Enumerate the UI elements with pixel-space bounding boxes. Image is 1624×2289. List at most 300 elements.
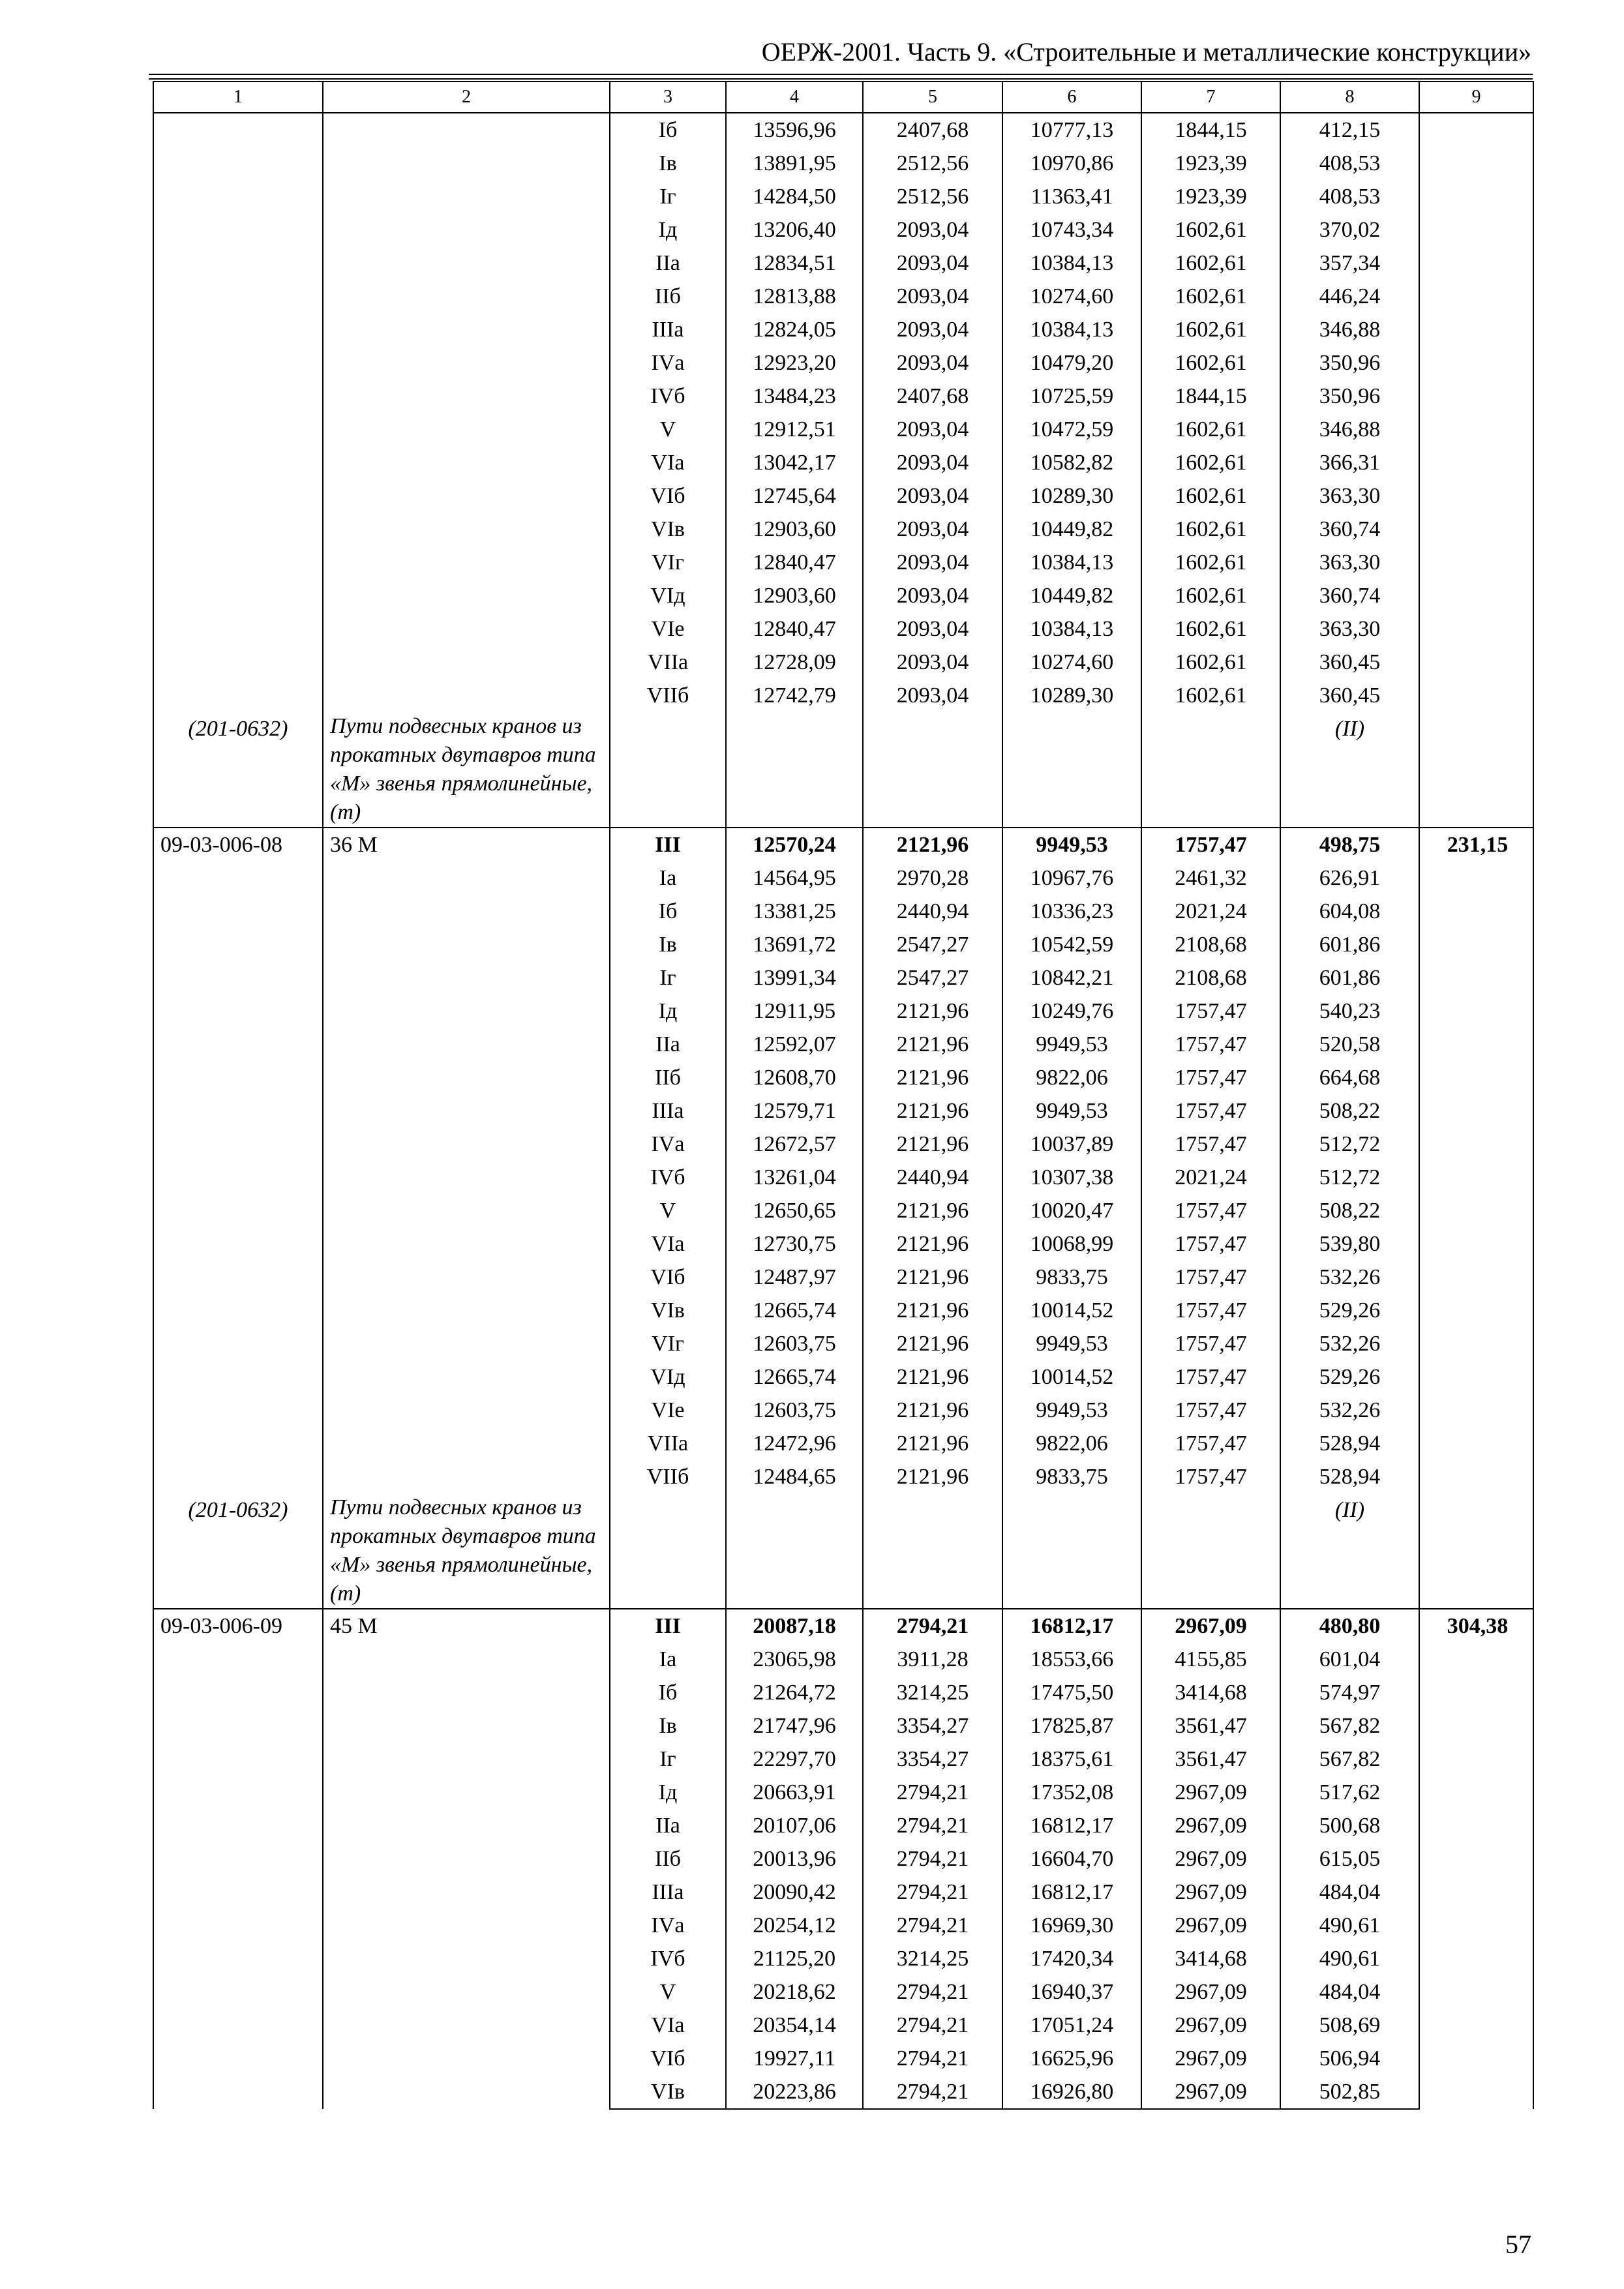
- machines-cost: 1757,47: [1141, 1194, 1280, 1227]
- empty-cell: [1141, 1493, 1280, 1609]
- labor-cost: 2121,96: [863, 1028, 1002, 1061]
- materials-cost: 9949,53: [1002, 1327, 1141, 1360]
- wage-rate: 601,86: [1280, 961, 1419, 995]
- total-cost: 12665,74: [726, 1360, 863, 1394]
- empty-cell: [610, 712, 726, 828]
- region-code: IVа: [610, 346, 726, 380]
- labor-cost: 2121,96: [863, 1394, 1002, 1427]
- materials-cost: 18375,61: [1002, 1743, 1141, 1776]
- region-code: VIб: [610, 1261, 726, 1294]
- region-code: VIв: [610, 2075, 726, 2109]
- machines-cost: 1602,61: [1141, 213, 1280, 247]
- wage-rate: 480,80: [1280, 1609, 1419, 1643]
- total-cost: 12840,47: [726, 546, 863, 579]
- region-code: Iа: [610, 861, 726, 895]
- labor-cost: 2794,21: [863, 1809, 1002, 1842]
- total-cost: 13891,95: [726, 147, 863, 180]
- materials-cost: 10037,89: [1002, 1128, 1141, 1161]
- total-cost: 13691,72: [726, 928, 863, 961]
- machines-cost: 3561,47: [1141, 1709, 1280, 1743]
- machines-cost: 2967,09: [1141, 1876, 1280, 1909]
- reference-row: [153, 1493, 1533, 1609]
- region-code: Iб: [610, 113, 726, 147]
- labor-cost: 2440,94: [863, 1161, 1002, 1194]
- total-cost: 12484,65: [726, 1460, 863, 1493]
- materials-cost: 10542,59: [1002, 928, 1141, 961]
- labor-cost: 2093,04: [863, 479, 1002, 513]
- labor-cost: 2121,96: [863, 1294, 1002, 1327]
- machines-cost: 2108,68: [1141, 961, 1280, 995]
- region-code: Iв: [610, 1709, 726, 1743]
- region-code: Iг: [610, 961, 726, 995]
- rate-name: 36 М: [323, 828, 610, 1493]
- labor-cost: 2093,04: [863, 213, 1002, 247]
- wage-rate: 408,53: [1280, 180, 1419, 213]
- total-cost: 12824,05: [726, 313, 863, 346]
- total-cost: 13381,25: [726, 895, 863, 928]
- total-cost: 14284,50: [726, 180, 863, 213]
- machines-cost: 1602,61: [1141, 513, 1280, 546]
- empty-cell: [1002, 712, 1141, 828]
- rate-name: [323, 113, 610, 712]
- materials-cost: 10289,30: [1002, 679, 1141, 712]
- wage-rate: 532,26: [1280, 1327, 1419, 1360]
- region-code: VIв: [610, 513, 726, 546]
- materials-cost: 16812,17: [1002, 1809, 1141, 1842]
- wage-rate: 567,82: [1280, 1709, 1419, 1743]
- machines-cost: 1757,47: [1141, 1128, 1280, 1161]
- labor-cost: 2121,96: [863, 1360, 1002, 1394]
- total-cost: 12579,71: [726, 1094, 863, 1128]
- labor-cost: 2794,21: [863, 1842, 1002, 1876]
- col-number-3: 3: [610, 82, 726, 113]
- empty-cell: [1141, 712, 1280, 828]
- table-row: [153, 1609, 1533, 1643]
- wage-rate: 484,04: [1280, 1876, 1419, 1909]
- total-cost: 12603,75: [726, 1327, 863, 1360]
- wage-rate: 360,74: [1280, 579, 1419, 612]
- empty-cell: [863, 712, 1002, 828]
- labor-cost: 2794,21: [863, 1776, 1002, 1809]
- region-code: VIг: [610, 546, 726, 579]
- total-cost: 12903,60: [726, 513, 863, 546]
- labor-cost: 3354,27: [863, 1743, 1002, 1776]
- col-number-1: 1: [153, 82, 323, 113]
- labor-index: [1419, 113, 1533, 828]
- total-cost: 12912,51: [726, 413, 863, 446]
- materials-cost: 10384,13: [1002, 313, 1141, 346]
- machines-cost: 1757,47: [1141, 1094, 1280, 1128]
- labor-cost: 2121,96: [863, 828, 1002, 861]
- page-number: 57: [1505, 2230, 1531, 2259]
- labor-cost: 2970,28: [863, 861, 1002, 895]
- total-cost: 13261,04: [726, 1161, 863, 1194]
- machines-cost: 1757,47: [1141, 1261, 1280, 1294]
- wage-rate: 370,02: [1280, 213, 1419, 247]
- total-cost: 12665,74: [726, 1294, 863, 1327]
- wage-rate: 529,26: [1280, 1360, 1419, 1394]
- machines-cost: 1757,47: [1141, 1360, 1280, 1394]
- region-code: VIб: [610, 2042, 726, 2075]
- col-number-7: 7: [1141, 82, 1280, 113]
- reference-code-cell: [153, 1493, 323, 1609]
- reference-note: (II): [1280, 1493, 1419, 1609]
- materials-cost: 10472,59: [1002, 413, 1141, 446]
- total-cost: 13206,40: [726, 213, 863, 247]
- region-code: Iа: [610, 1643, 726, 1676]
- region-code: IVа: [610, 1909, 726, 1942]
- total-cost: 12472,96: [726, 1427, 863, 1460]
- machines-cost: 1757,47: [1141, 995, 1280, 1028]
- labor-cost: 2121,96: [863, 1227, 1002, 1261]
- labor-cost: 2093,04: [863, 513, 1002, 546]
- machines-cost: 1602,61: [1141, 247, 1280, 280]
- table-row: [153, 828, 1533, 861]
- reference-code: (201-0632): [188, 1498, 288, 1522]
- materials-cost: 16625,96: [1002, 2042, 1141, 2075]
- wage-rate: 363,30: [1280, 612, 1419, 646]
- total-cost: 12728,09: [726, 646, 863, 679]
- materials-cost: 10725,59: [1002, 380, 1141, 413]
- total-cost: 13042,17: [726, 446, 863, 479]
- materials-cost: 10289,30: [1002, 479, 1141, 513]
- region-code: IVб: [610, 380, 726, 413]
- labor-cost: 2121,96: [863, 995, 1002, 1028]
- labor-cost: 2121,96: [863, 1194, 1002, 1227]
- total-cost: 12603,75: [726, 1394, 863, 1427]
- col-number-2: 2: [323, 82, 610, 113]
- machines-cost: 1602,61: [1141, 479, 1280, 513]
- labor-cost: 3214,25: [863, 1676, 1002, 1709]
- rate-code: [153, 113, 323, 712]
- labor-cost: 2121,96: [863, 1128, 1002, 1161]
- machines-cost: 2967,09: [1141, 1842, 1280, 1876]
- rates-table: [153, 81, 1534, 2110]
- total-cost: 20223,86: [726, 2075, 863, 2109]
- region-code: IIа: [610, 247, 726, 280]
- labor-cost: 2794,21: [863, 1975, 1002, 2009]
- region-code: IIа: [610, 1028, 726, 1061]
- machines-cost: 1923,39: [1141, 147, 1280, 180]
- wage-rate: 520,58: [1280, 1028, 1419, 1061]
- wage-rate: 350,96: [1280, 346, 1419, 380]
- wage-rate: 360,45: [1280, 679, 1419, 712]
- region-code: V: [610, 413, 726, 446]
- labor-cost: 2794,21: [863, 2009, 1002, 2042]
- wage-rate: 408,53: [1280, 147, 1419, 180]
- region-code: VIа: [610, 2009, 726, 2042]
- materials-cost: 10014,52: [1002, 1360, 1141, 1394]
- materials-cost: 10068,99: [1002, 1227, 1141, 1261]
- col-number-4: 4: [726, 82, 863, 113]
- machines-cost: 2021,24: [1141, 895, 1280, 928]
- materials-cost: 10336,23: [1002, 895, 1141, 928]
- wage-rate: 498,75: [1280, 828, 1419, 861]
- machines-cost: 1602,61: [1141, 346, 1280, 380]
- region-code: Iб: [610, 1676, 726, 1709]
- machines-cost: 1602,61: [1141, 612, 1280, 646]
- materials-cost: 10479,20: [1002, 346, 1141, 380]
- machines-cost: 3414,68: [1141, 1676, 1280, 1709]
- labor-cost: 2547,27: [863, 928, 1002, 961]
- empty-cell: [726, 712, 863, 828]
- wage-rate: 490,61: [1280, 1942, 1419, 1975]
- rate-name: 45 М: [323, 1609, 610, 2109]
- region-code: Iд: [610, 1776, 726, 1809]
- total-cost: 20013,96: [726, 1842, 863, 1876]
- machines-cost: 1602,61: [1141, 679, 1280, 712]
- reference-note: (II): [1280, 712, 1419, 828]
- materials-cost: 10014,52: [1002, 1294, 1141, 1327]
- total-cost: 20254,12: [726, 1909, 863, 1942]
- materials-cost: 10743,34: [1002, 213, 1141, 247]
- wage-rate: 512,72: [1280, 1161, 1419, 1194]
- materials-cost: 10274,60: [1002, 646, 1141, 679]
- materials-cost: 16604,70: [1002, 1842, 1141, 1876]
- total-cost: 20107,06: [726, 1809, 863, 1842]
- col-number-5: 5: [863, 82, 1002, 113]
- region-code: IIб: [610, 280, 726, 313]
- materials-cost: 10777,13: [1002, 113, 1141, 147]
- labor-cost: 2407,68: [863, 113, 1002, 147]
- materials-cost: 17475,50: [1002, 1676, 1141, 1709]
- region-code: Iг: [610, 180, 726, 213]
- reference-row: [153, 712, 1533, 828]
- region-code: VIе: [610, 1394, 726, 1427]
- table-row: [153, 113, 1533, 147]
- labor-cost: 2121,96: [863, 1327, 1002, 1360]
- materials-cost: 9833,75: [1002, 1261, 1141, 1294]
- region-code: VIа: [610, 1227, 726, 1261]
- materials-cost: 17352,08: [1002, 1776, 1141, 1809]
- materials-cost: 16926,80: [1002, 2075, 1141, 2109]
- machines-cost: 1757,47: [1141, 1028, 1280, 1061]
- materials-cost: 10274,60: [1002, 280, 1141, 313]
- machines-cost: 1844,15: [1141, 380, 1280, 413]
- labor-cost: 2407,68: [863, 380, 1002, 413]
- total-cost: 21747,96: [726, 1709, 863, 1743]
- machines-cost: 1602,61: [1141, 546, 1280, 579]
- total-cost: 12911,95: [726, 995, 863, 1028]
- wage-rate: 664,68: [1280, 1061, 1419, 1094]
- machines-cost: 2967,09: [1141, 2009, 1280, 2042]
- machines-cost: 4155,85: [1141, 1643, 1280, 1676]
- labor-cost: 2794,21: [863, 1909, 1002, 1942]
- region-code: IIб: [610, 1061, 726, 1094]
- labor-cost: 2121,96: [863, 1061, 1002, 1094]
- labor-cost: 2794,21: [863, 2042, 1002, 2075]
- machines-cost: 2967,09: [1141, 1809, 1280, 1842]
- wage-rate: 601,04: [1280, 1643, 1419, 1676]
- total-cost: 20354,14: [726, 2009, 863, 2042]
- wage-rate: 508,22: [1280, 1094, 1419, 1128]
- wage-rate: 484,04: [1280, 1975, 1419, 2009]
- materials-cost: 18553,66: [1002, 1643, 1141, 1676]
- reference-code-cell: [153, 712, 323, 828]
- wage-rate: 506,94: [1280, 2042, 1419, 2075]
- wage-rate: 490,61: [1280, 1909, 1419, 1942]
- region-code: III: [610, 1609, 726, 1643]
- empty-cell: [1002, 1493, 1141, 1609]
- wage-rate: 357,34: [1280, 247, 1419, 280]
- wage-rate: 363,30: [1280, 546, 1419, 579]
- wage-rate: 604,08: [1280, 895, 1419, 928]
- materials-cost: 10449,82: [1002, 513, 1141, 546]
- machines-cost: 2967,09: [1141, 1909, 1280, 1942]
- total-cost: 13484,23: [726, 380, 863, 413]
- wage-rate: 532,26: [1280, 1261, 1419, 1294]
- materials-cost: 9949,53: [1002, 828, 1141, 861]
- materials-cost: 9822,06: [1002, 1427, 1141, 1460]
- rate-code: 09-03-006-08: [153, 828, 323, 1493]
- wage-rate: 508,22: [1280, 1194, 1419, 1227]
- total-cost: 12834,51: [726, 247, 863, 280]
- materials-cost: 17051,24: [1002, 2009, 1141, 2042]
- total-cost: 20087,18: [726, 1609, 863, 1643]
- materials-cost: 16812,17: [1002, 1876, 1141, 1909]
- region-code: Iг: [610, 1743, 726, 1776]
- machines-cost: 2967,09: [1141, 2042, 1280, 2075]
- labor-cost: 2512,56: [863, 180, 1002, 213]
- region-code: VIб: [610, 479, 726, 513]
- wage-rate: 350,96: [1280, 380, 1419, 413]
- machines-cost: 1923,39: [1141, 180, 1280, 213]
- machines-cost: 1844,15: [1141, 113, 1280, 147]
- materials-cost: 10384,13: [1002, 546, 1141, 579]
- column-number-row: [153, 82, 1533, 113]
- wage-rate: 412,15: [1280, 113, 1419, 147]
- region-code: Iб: [610, 895, 726, 928]
- total-cost: 20090,42: [726, 1876, 863, 1909]
- wage-rate: 528,94: [1280, 1460, 1419, 1493]
- labor-cost: 2440,94: [863, 895, 1002, 928]
- region-code: VIIа: [610, 1427, 726, 1460]
- total-cost: 12592,07: [726, 1028, 863, 1061]
- wage-rate: 346,88: [1280, 313, 1419, 346]
- materials-cost: 10249,76: [1002, 995, 1141, 1028]
- machines-cost: 1757,47: [1141, 1294, 1280, 1327]
- region-code: IVб: [610, 1942, 726, 1975]
- labor-cost: 2093,04: [863, 679, 1002, 712]
- labor-cost: 2093,04: [863, 413, 1002, 446]
- col-number-9: 9: [1419, 82, 1533, 113]
- labor-cost: 2093,04: [863, 313, 1002, 346]
- materials-cost: 9949,53: [1002, 1028, 1141, 1061]
- total-cost: 12650,65: [726, 1194, 863, 1227]
- reference-description: Пути подвесных кранов из прокатных двутавров типа «М» звенья прямолинейные, (т): [330, 1495, 596, 1606]
- machines-cost: 1602,61: [1141, 280, 1280, 313]
- wage-rate: 366,31: [1280, 446, 1419, 479]
- machines-cost: 1757,47: [1141, 1327, 1280, 1360]
- labor-cost: 2093,04: [863, 247, 1002, 280]
- wage-rate: 626,91: [1280, 861, 1419, 895]
- materials-cost: 10970,86: [1002, 147, 1141, 180]
- header-rule-top: [149, 74, 1533, 75]
- total-cost: 12923,20: [726, 346, 863, 380]
- region-code: V: [610, 1975, 726, 2009]
- region-code: Iд: [610, 995, 726, 1028]
- total-cost: 12745,64: [726, 479, 863, 513]
- materials-cost: 10384,13: [1002, 612, 1141, 646]
- wage-rate: 567,82: [1280, 1743, 1419, 1776]
- labor-index: 304,38: [1419, 1609, 1533, 2109]
- materials-cost: 16812,17: [1002, 1609, 1141, 1643]
- wage-rate: 500,68: [1280, 1809, 1419, 1842]
- machines-cost: 1602,61: [1141, 579, 1280, 612]
- total-cost: 21264,72: [726, 1676, 863, 1709]
- machines-cost: 1757,47: [1141, 1061, 1280, 1094]
- col-number-6: 6: [1002, 82, 1141, 113]
- machines-cost: 2021,24: [1141, 1161, 1280, 1194]
- labor-cost: 2093,04: [863, 346, 1002, 380]
- wage-rate: 360,45: [1280, 646, 1419, 679]
- wage-rate: 615,05: [1280, 1842, 1419, 1876]
- wage-rate: 539,80: [1280, 1227, 1419, 1261]
- col-number-8: 8: [1280, 82, 1419, 113]
- page-header: ОЕРЖ-2001. Часть 9. «Строительные и металлические конструкции»: [761, 37, 1531, 67]
- wage-rate: 540,23: [1280, 995, 1419, 1028]
- machines-cost: 1602,61: [1141, 646, 1280, 679]
- empty-cell: [726, 1493, 863, 1609]
- machines-cost: 1602,61: [1141, 313, 1280, 346]
- machines-cost: 1757,47: [1141, 828, 1280, 861]
- total-cost: 12672,57: [726, 1128, 863, 1161]
- wage-rate: 529,26: [1280, 1294, 1419, 1327]
- region-code: IVа: [610, 1128, 726, 1161]
- total-cost: 12742,79: [726, 679, 863, 712]
- region-code: VIд: [610, 579, 726, 612]
- materials-cost: 10842,21: [1002, 961, 1141, 995]
- region-code: IVб: [610, 1161, 726, 1194]
- labor-cost: 2093,04: [863, 280, 1002, 313]
- empty-cell: [863, 1493, 1002, 1609]
- region-code: IIа: [610, 1809, 726, 1842]
- wage-rate: 446,24: [1280, 280, 1419, 313]
- labor-cost: 2547,27: [863, 961, 1002, 995]
- total-cost: 12730,75: [726, 1227, 863, 1261]
- total-cost: 12903,60: [726, 579, 863, 612]
- total-cost: 21125,20: [726, 1942, 863, 1975]
- wage-rate: 574,97: [1280, 1676, 1419, 1709]
- labor-cost: 2093,04: [863, 546, 1002, 579]
- machines-cost: 3414,68: [1141, 1942, 1280, 1975]
- labor-cost: 2794,21: [863, 2075, 1002, 2109]
- region-code: VIд: [610, 1360, 726, 1394]
- machines-cost: 1602,61: [1141, 446, 1280, 479]
- labor-cost: 2093,04: [863, 446, 1002, 479]
- labor-cost: 2121,96: [863, 1094, 1002, 1128]
- wage-rate: 517,62: [1280, 1776, 1419, 1809]
- labor-cost: 2121,96: [863, 1460, 1002, 1493]
- region-code: IIIа: [610, 1876, 726, 1909]
- rate-code: 09-03-006-09: [153, 1609, 323, 2109]
- wage-rate: 363,30: [1280, 479, 1419, 513]
- machines-cost: 2967,09: [1141, 2075, 1280, 2109]
- machines-cost: 2461,32: [1141, 861, 1280, 895]
- materials-cost: 16940,37: [1002, 1975, 1141, 2009]
- wage-rate: 528,94: [1280, 1427, 1419, 1460]
- reference-description-cell: [323, 712, 610, 828]
- region-code: IIIа: [610, 1094, 726, 1128]
- total-cost: 13596,96: [726, 113, 863, 147]
- header-rule-bottom: [149, 78, 1533, 80]
- materials-cost: 9949,53: [1002, 1094, 1141, 1128]
- materials-cost: 10020,47: [1002, 1194, 1141, 1227]
- total-cost: 12570,24: [726, 828, 863, 861]
- labor-cost: 3214,25: [863, 1942, 1002, 1975]
- total-cost: 23065,98: [726, 1643, 863, 1676]
- region-code: IIIа: [610, 313, 726, 346]
